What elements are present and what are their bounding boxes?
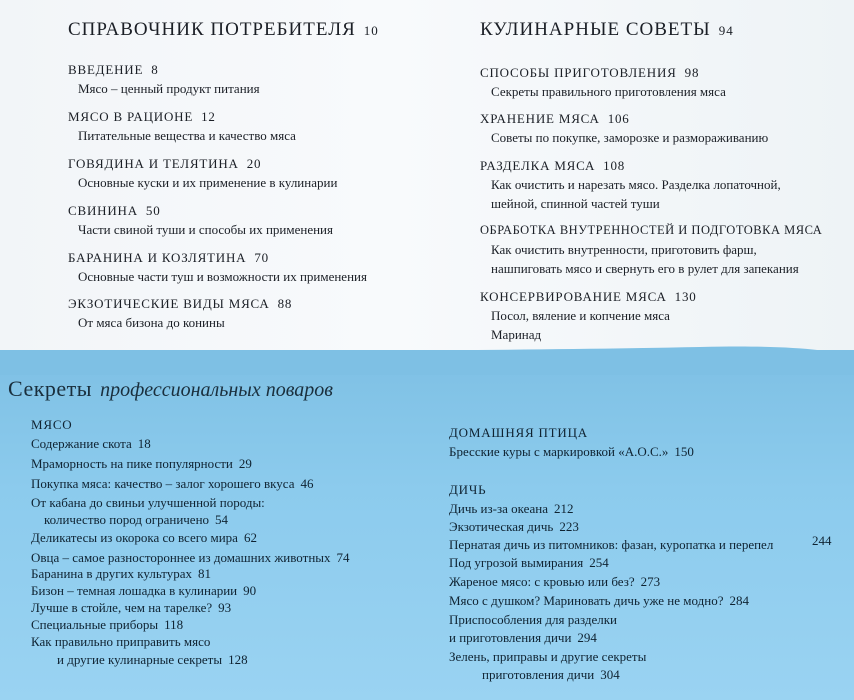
toc-heading xyxy=(480,223,822,238)
toc-heading-text: ХРАНЕНИЕ МЯСА xyxy=(480,111,600,126)
secret-item xyxy=(31,550,350,566)
toc-heading-text: СВИНИНА xyxy=(68,203,138,218)
secret-item xyxy=(31,495,265,511)
toc-heading-page: 20 xyxy=(246,156,262,171)
secret-item-text: Специальные приборы xyxy=(31,617,159,632)
secret-item xyxy=(449,501,574,517)
poultry-heading: ДОМАШНЯЯ ПТИЦА xyxy=(449,425,588,440)
secret-item-page: 93 xyxy=(218,600,232,615)
secret-item-page: 244 xyxy=(812,533,832,548)
secret-item xyxy=(449,612,617,628)
secret-item xyxy=(449,537,773,553)
toc-subline: нашпиговать мясо и свернуть его в рулет для запекания xyxy=(491,261,799,276)
meat-heading: МЯСО xyxy=(31,417,73,432)
toc-heading xyxy=(480,289,697,305)
secret-item-text: Как правильно приправить мясо xyxy=(31,634,211,649)
culinary-tips-title xyxy=(480,19,734,41)
secret-item-page: 273 xyxy=(640,574,661,589)
toc-heading xyxy=(68,250,269,266)
secret-item-text: Лучше в стойле, чем на тарелке? xyxy=(31,600,213,615)
consumer-guide-title xyxy=(68,19,379,41)
secret-item-text: Овца – самое разностороннее из домашних животных xyxy=(31,550,331,565)
secret-item xyxy=(31,583,256,599)
toc-heading-text: ЭКЗОТИЧЕСКИЕ ВИДЫ МЯСА xyxy=(68,296,270,311)
toc-heading-page: 98 xyxy=(684,65,700,80)
secret-item xyxy=(449,574,660,590)
panel-wave-edge xyxy=(0,335,854,375)
secret-item-text: Баранина в других культурах xyxy=(31,566,193,581)
secret-item-page: 223 xyxy=(559,519,579,534)
toc-heading-page: 12 xyxy=(201,109,216,124)
toc-subline: Части свиной туши и способы их применения xyxy=(78,222,333,237)
secret-item-page: 54 xyxy=(215,512,229,527)
secret-item-page: 74 xyxy=(336,550,350,565)
secret-item-page: 284 xyxy=(729,593,749,608)
secret-item-text: Содержание скота xyxy=(31,436,132,451)
toc-heading-text: МЯСО В РАЦИОНЕ xyxy=(68,109,194,124)
toc-subline: Секреты правильного приготовления мяса xyxy=(491,84,726,99)
secret-item-text: Бизон – темная лошадка в кулинарии xyxy=(31,583,238,598)
toc-heading-text: СПОСОБЫ ПРИГОТОВЛЕНИЯ xyxy=(480,65,677,80)
secret-item xyxy=(44,512,228,528)
secret-item xyxy=(31,476,314,492)
toc-heading xyxy=(68,203,161,219)
toc-subline: Маринад xyxy=(491,327,542,342)
toc-subline: Советы по покупке, заморозке и размораживанию xyxy=(491,130,769,145)
secret-item xyxy=(449,555,609,571)
game-heading: ДИЧЬ xyxy=(449,482,487,497)
toc-heading-text: РАЗДЕЛКА МЯСА xyxy=(480,158,596,173)
secret-item-page: 46 xyxy=(300,476,314,491)
secret-item-page: 254 xyxy=(589,555,609,570)
toc-subline: шейной, спинной частей туши xyxy=(491,196,660,211)
secret-item-text: Покупка мяса: качество – залог хорошего вкуса xyxy=(31,476,295,491)
toc-heading-page: 130 xyxy=(674,289,697,304)
secret-item-text: приготовления дичи xyxy=(482,667,595,682)
consumer-guide-page: 10 xyxy=(363,23,379,38)
toc-subline: Как очистить внутренности, приготовить фарш, xyxy=(491,242,757,257)
secret-item-text: Жареное мясо: с кровью или без? xyxy=(449,574,635,589)
secret-item-text: Дичь из-за океана xyxy=(449,501,549,516)
toc-heading-page: 108 xyxy=(603,158,626,173)
toc-heading-text: ОБРАБОТКА ВНУТРЕННОСТЕЙ И ПОДГОТОВКА МЯСА xyxy=(480,223,823,237)
secret-item-text: Экзотическая дичь xyxy=(449,519,554,534)
secret-item-text: и приготовления дичи xyxy=(449,630,572,645)
secret-item xyxy=(31,634,210,650)
secret-item xyxy=(449,444,694,460)
secret-item-text: Мраморность на пике популярности xyxy=(31,456,233,471)
toc-heading-page: 8 xyxy=(151,62,159,77)
toc-heading xyxy=(68,62,159,78)
secret-item-text: количество пород ограничено xyxy=(44,512,210,527)
secret-item xyxy=(31,436,151,452)
secret-item xyxy=(482,667,620,683)
chef-secrets-title-main: Секреты xyxy=(8,376,93,401)
culinary-tips-title-text: КУЛИНАРНЫЕ СОВЕТЫ xyxy=(480,19,711,40)
chef-secrets-title-italic: профессиональных поваров xyxy=(100,379,333,401)
toc-heading xyxy=(480,65,699,81)
secret-item xyxy=(449,630,597,646)
toc-heading-page: 70 xyxy=(254,250,269,265)
secret-item-page: 294 xyxy=(577,630,597,645)
secret-item-text: От кабана до свиньи улучшенной породы: xyxy=(31,495,265,510)
toc-subline: Питательные вещества и качество мяса xyxy=(78,128,296,143)
toc-heading-text: ВВЕДЕНИЕ xyxy=(68,62,144,77)
toc-heading-text: ГОВЯДИНА И ТЕЛЯТИНА xyxy=(68,156,239,171)
secret-item-text: Пернатая дичь из питомников: фазан, куропатка и перепел xyxy=(449,537,774,552)
secret-item-page: 90 xyxy=(243,583,257,598)
secret-item xyxy=(449,593,749,609)
secret-item xyxy=(31,617,183,633)
secret-item-page: 118 xyxy=(164,617,184,632)
toc-subline: От мяса бизона до конины xyxy=(78,315,225,330)
secret-item-page: 81 xyxy=(198,566,212,581)
toc-heading xyxy=(480,158,625,174)
toc-heading-text: КОНСЕРВИРОВАНИЕ МЯСА xyxy=(480,289,667,304)
toc-heading-page: 106 xyxy=(607,111,630,126)
secret-item-text: Деликатесы из окорока со всего мира xyxy=(31,530,238,545)
toc-heading xyxy=(68,109,216,125)
toc-subline: Основные куски и их применение в кулинарии xyxy=(78,175,338,190)
toc-heading-page: 88 xyxy=(277,296,293,311)
secret-item-page: 29 xyxy=(238,456,252,471)
toc-heading xyxy=(68,296,292,312)
toc-subline: Основные части туш и возможности их применения xyxy=(78,269,367,284)
chef-secrets-title xyxy=(8,376,333,402)
toc-subline: Мясо – ценный продукт питания xyxy=(78,81,260,96)
secret-item-page: 212 xyxy=(554,501,574,516)
secret-item xyxy=(57,652,248,668)
secret-item xyxy=(449,519,579,535)
toc-heading xyxy=(480,111,630,127)
secret-item-page: 128 xyxy=(228,652,248,667)
secret-item-text: Бресские куры с маркировкой «А.О.С.» xyxy=(449,444,669,459)
secret-item-text: Зелень, приправы и другие секреты xyxy=(449,649,647,664)
secret-item-text: Под угрозой вымирания xyxy=(449,555,584,570)
secret-item-page: 150 xyxy=(674,444,694,459)
secret-item xyxy=(449,649,646,665)
toc-heading-text: БАРАНИНА И КОЗЛЯТИНА xyxy=(68,250,247,265)
secret-item xyxy=(31,530,257,546)
secret-item-page: 62 xyxy=(243,530,257,545)
toc-heading-page: 50 xyxy=(145,203,161,218)
secret-item-text: Мясо с душком? Мариновать дичь уже не модно? xyxy=(449,593,724,608)
secret-item xyxy=(31,566,211,582)
secret-item xyxy=(31,600,231,616)
toc-subline: Как очистить и нарезать мясо. Разделка лопаточной, xyxy=(491,177,781,192)
toc-heading xyxy=(68,156,261,172)
consumer-guide-title-text: СПРАВОЧНИК ПОТРЕБИТЕЛЯ xyxy=(68,19,356,40)
toc-subline: Посол, вяление и копчение мяса xyxy=(491,308,670,323)
secret-item xyxy=(31,456,252,472)
secret-item-text: Приспособления для разделки xyxy=(449,612,618,627)
culinary-tips-page: 94 xyxy=(718,23,734,38)
secret-item-page: 18 xyxy=(137,436,151,451)
secret-item-page: 304 xyxy=(600,667,620,682)
secret-item-text: и другие кулинарные секреты xyxy=(57,652,223,667)
